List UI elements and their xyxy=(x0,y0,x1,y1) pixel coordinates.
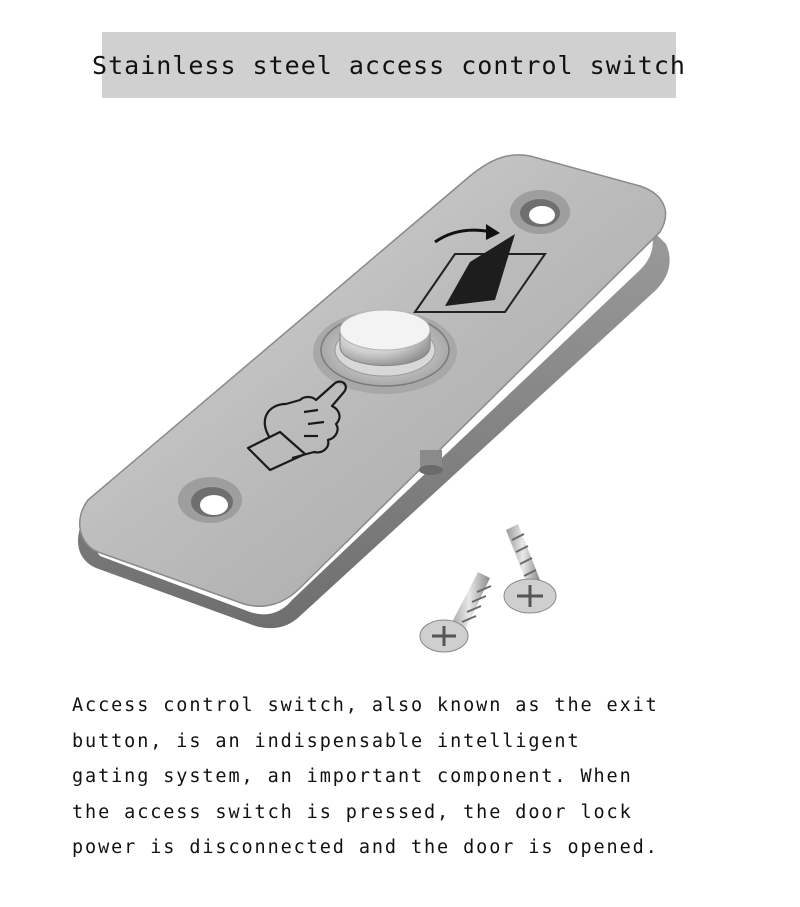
screw-hole-top xyxy=(510,190,570,234)
product-description xyxy=(72,688,752,866)
description-line: button, is an indispensable intelligent xyxy=(72,730,581,752)
title-banner xyxy=(92,32,686,98)
product-photo xyxy=(0,130,800,670)
description-line: Access control switch, also known as the exit xyxy=(72,695,659,716)
push-button-icon xyxy=(313,310,457,394)
screw-hole-bottom xyxy=(178,477,242,523)
description-line: gating system, an important component. When xyxy=(72,766,633,787)
description-line: the access switch is pressed, the door lock xyxy=(72,801,633,823)
screw-icon xyxy=(504,524,556,613)
mounting-stud xyxy=(419,450,443,475)
description-line: power is disconnected and the door is opened. xyxy=(72,837,659,858)
page-title: Stainless steel access control switch xyxy=(92,50,686,80)
screw-icon xyxy=(420,572,491,652)
